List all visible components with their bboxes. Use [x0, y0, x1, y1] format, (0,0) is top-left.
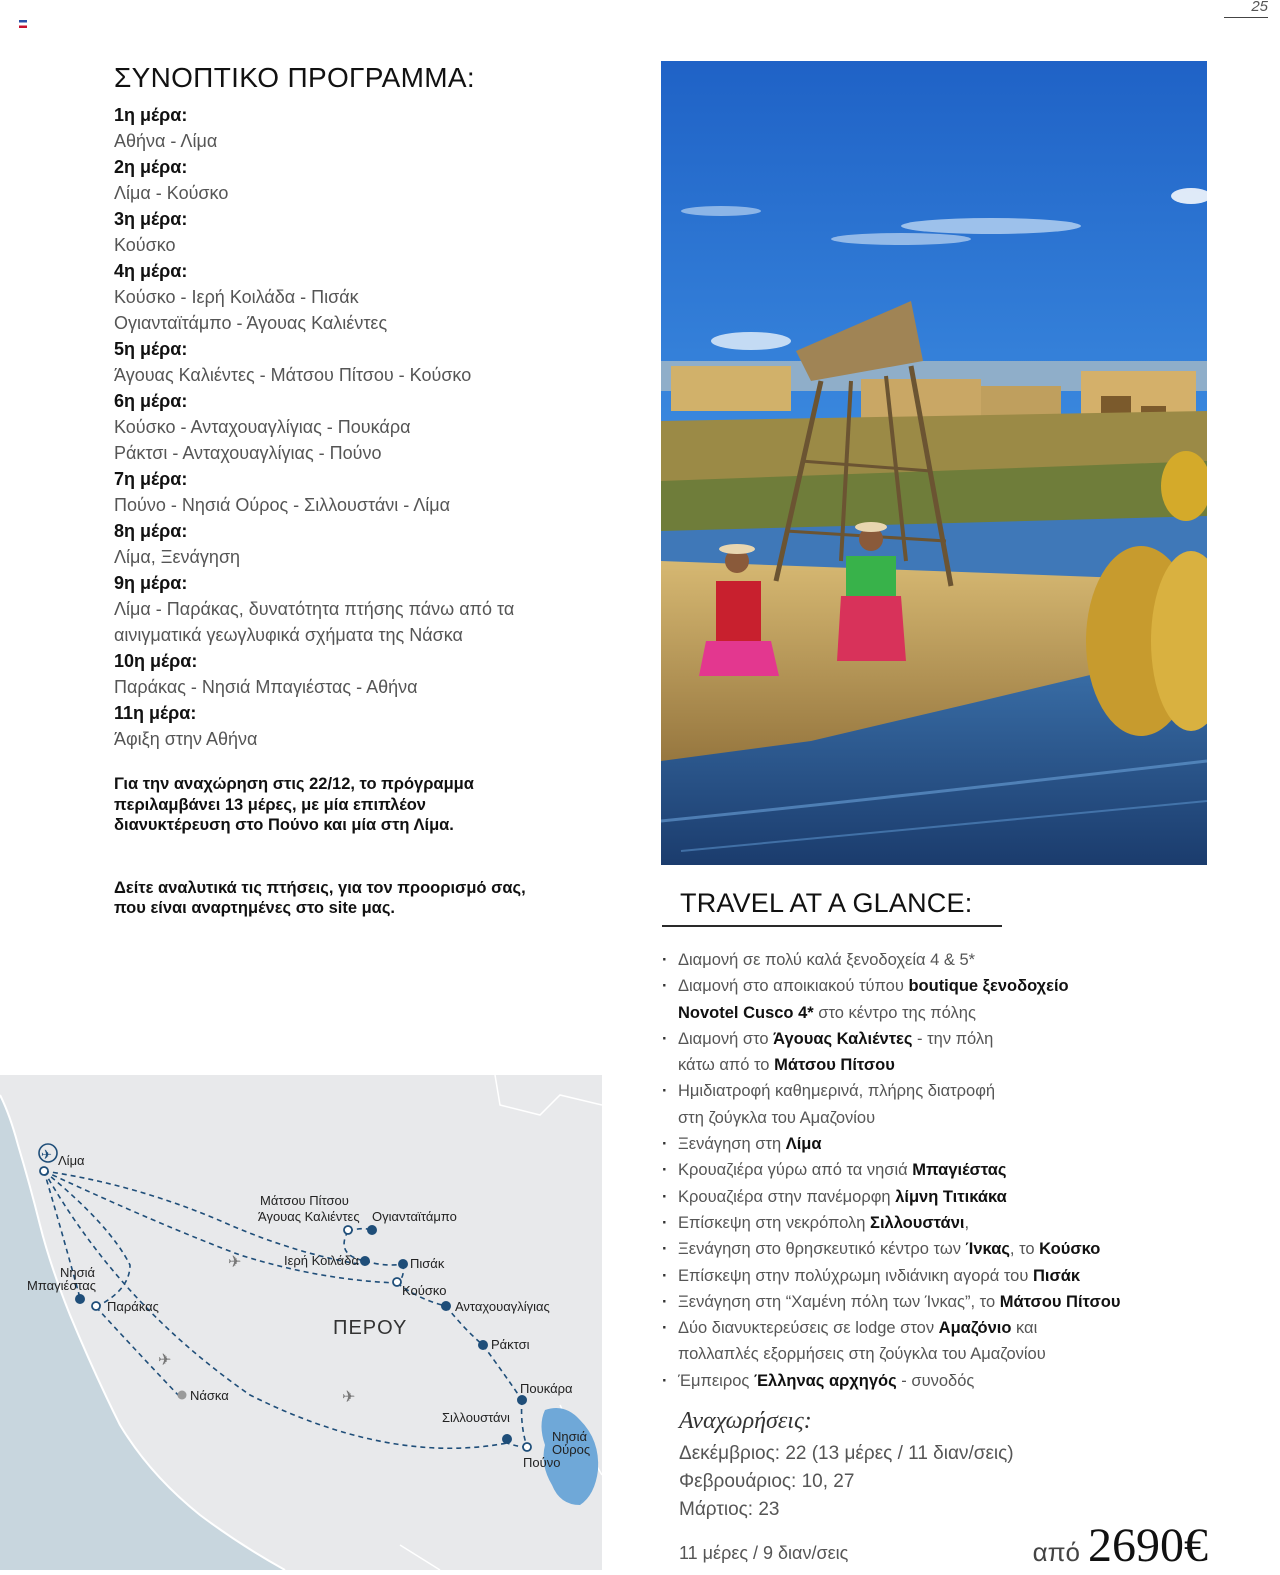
map-label-nasca: Νάσκα — [190, 1388, 229, 1403]
glance-item-text: Διαμονή στο αποικιακού τύπου — [678, 977, 909, 996]
map-label-pucara: Πουκάρα — [520, 1381, 573, 1396]
map-label-uros: Νησιά — [552, 1429, 588, 1444]
map-label-pisac: Πισάκ — [410, 1256, 445, 1271]
day-label: 10η μέρα: — [114, 651, 198, 671]
glance-item-highlight: Μπαγιέστας — [912, 1161, 1007, 1180]
day-label: 6η μέρα: — [114, 391, 188, 411]
glance-item-text: Διαμονή στο — [678, 1029, 774, 1048]
day-route: Λίμα - Παράκας, δυνατότητα πτήσης πάνω από τα — [114, 599, 515, 619]
departure-line: Μάρτιος: 23 — [679, 1499, 780, 1520]
glance-item-text: Ημιδιατροφή καθημερινά, πλήρης διατροφή — [678, 1082, 996, 1101]
day-route: Άγουας Καλιέντες - Μάτσου Πίτσου - Κούσκο — [114, 365, 472, 385]
day-route: Πούνο - Νησιά Ούρος - Σιλλουστάνι - Λίμα — [114, 495, 451, 515]
note-flights — [114, 878, 584, 919]
note-line: διανυκτέρευση στο Πούνο και μία στη Λίμα. — [114, 816, 454, 834]
glance-item-text: , το — [1009, 1240, 1040, 1259]
glance-item-text: πολλαπλές εξορμήσεις στη ζούγκλα του Αμαζονίου — [678, 1345, 1046, 1364]
map-label-puno: Πούνο — [523, 1455, 561, 1470]
glance-item — [660, 1263, 1220, 1289]
glance-item-highlight: Ίνκας — [965, 1240, 1010, 1259]
note-departure — [114, 774, 584, 836]
map-label-lima: Λίμα — [58, 1153, 85, 1168]
glance-item-highlight: Σιλλουστάνι — [870, 1213, 965, 1232]
day-label: 8η μέρα: — [114, 521, 188, 541]
glance-item — [660, 1236, 1220, 1262]
day-label: 5η μέρα: — [114, 339, 188, 359]
glance-item-text: Ξενάγηση στη — [678, 1135, 786, 1154]
map-label-sacred-valley: Ιερή Κοιλάδα — [284, 1253, 359, 1268]
glance-item-text: Διαμονή σε πολύ καλά ξενοδοχεία 4 & 5* — [678, 951, 976, 969]
glance-item-highlight: Αμαζόνιο — [938, 1319, 1012, 1338]
trip-duration: 11 μέρες / 9 διαν/σεις — [679, 1543, 849, 1563]
departures-title: Αναχωρήσεις: — [679, 1408, 812, 1434]
glance-item-text: Κρουαζιέρα γύρω από τα νησιά — [678, 1161, 913, 1180]
note-line: που είναι αναρτημένες στο site μας. — [114, 899, 395, 917]
glance-title: TRAVEL AT A GLANCE: — [680, 888, 973, 918]
glance-item-text: στο κέντρο της πόλης — [813, 1003, 976, 1022]
map-label-paracas: Παράκας — [107, 1299, 159, 1314]
glance-item — [660, 1105, 1220, 1131]
glance-item-text: - την πόλη — [912, 1029, 994, 1048]
glance-item-highlight: boutique ξενοδοχείο — [908, 977, 1069, 996]
map-label-raqchi: Ράκτσι — [491, 1337, 530, 1352]
map-label-andahuaylillas: Ανταχουαγλίγιας — [455, 1299, 550, 1314]
glance-item-highlight: Πισάκ — [1032, 1266, 1081, 1285]
svg-text:✈: ✈ — [158, 1352, 172, 1369]
map-label-machu-picchu: Μάτσου Πίτσου — [260, 1193, 349, 1208]
glance-item — [660, 1000, 1220, 1026]
map-label-country: ΠΕΡΟΥ — [333, 1317, 408, 1339]
glance-section — [660, 888, 1220, 1394]
map-label-ballestas: Μπαγιέστας — [27, 1278, 97, 1293]
map-label-aguas-calientes: Άγουας Καλιέντες — [258, 1209, 360, 1224]
price-from: από — [1032, 1537, 1080, 1567]
day-label: 4η μέρα: — [114, 261, 188, 281]
glance-item — [660, 1026, 1220, 1052]
day-route: αινιγματικά γεωγλυφικά σχήματα της Νάσκα — [114, 625, 463, 645]
glance-item — [660, 1210, 1220, 1236]
glance-item-text: και — [1011, 1319, 1038, 1338]
map-label-ollantaytambo: Ογιανταϊτάμπο — [372, 1209, 457, 1224]
day-label: 7η μέρα: — [114, 469, 188, 489]
glance-item — [660, 1131, 1220, 1157]
glance-item — [660, 1052, 1220, 1078]
glance-item-text: - συνοδός — [896, 1371, 975, 1390]
note-line: περιλαμβάνει 13 μέρες, με μία επιπλέον — [114, 795, 426, 814]
glance-item-text: , — [964, 1213, 970, 1232]
day-label: 11η μέρα: — [114, 703, 197, 723]
day-label: 2η μέρα: — [114, 157, 188, 177]
map-label-cusco: Κούσκο — [402, 1283, 447, 1298]
glance-item — [660, 1341, 1220, 1367]
flag-icon — [19, 20, 27, 28]
route-map — [0, 1075, 602, 1570]
svg-text:✈: ✈ — [342, 1389, 356, 1406]
map-label-sillustani: Σιλλουστάνι — [442, 1410, 510, 1425]
glance-item-text: Επίσκεψη στην πολύχρωμη ινδιάνικη αγορά του — [678, 1266, 1033, 1285]
note-line: Για την αναχώρηση στις 22/12, το πρόγραμμα — [114, 775, 474, 793]
day-label: 1η μέρα: — [114, 105, 188, 125]
glance-list — [660, 947, 1220, 1394]
glance-item-text: Ξενάγηση στο θρησκευτικό κέντρο των — [678, 1240, 966, 1259]
day-route: Κούσκο - Ανταχουαγλίγιας - Πουκάρα — [114, 417, 411, 437]
glance-item — [660, 1184, 1220, 1210]
glance-item — [660, 1315, 1220, 1341]
day-list — [114, 102, 584, 752]
day-route: Κούσκο - Ιερή Κοιλάδα - Πισάκ — [114, 287, 359, 307]
glance-divider — [662, 925, 1002, 927]
day-route: Παράκας - Νησιά Μπαγιέστας - Αθήνα — [114, 677, 418, 697]
day-route: Λίμα, Ξενάγηση — [114, 547, 241, 567]
day-label: 9η μέρα: — [114, 573, 188, 593]
glance-item — [660, 947, 1220, 973]
glance-item — [660, 1368, 1220, 1394]
day-route: Αθήνα - Λίμα — [114, 131, 218, 151]
glance-item-highlight: Μάτσου Πίτσου — [774, 1056, 895, 1075]
uros-island-photo — [661, 61, 1207, 865]
departure-line: Φεβρουάριος: 10, 27 — [679, 1471, 855, 1492]
glance-item-text: κάτω από το — [678, 1056, 775, 1075]
glance-item-highlight: Κούσκο — [1039, 1240, 1101, 1259]
glance-item-highlight: λίμνη Τιτικάκα — [895, 1187, 1007, 1206]
program-title: ΣΥΝΟΠΤΙΚΟ ΠΡΟΓΡΑΜΜΑ: — [114, 62, 475, 93]
glance-item — [660, 1289, 1220, 1315]
program-section — [114, 62, 584, 919]
glance-item — [660, 1157, 1220, 1183]
day-route: Ράκτσι - Ανταχουαγλίγιας - Πούνο — [114, 443, 382, 463]
glance-item-highlight: Μάτσου Πίτσου — [999, 1292, 1121, 1311]
glance-item-text: Ξενάγηση στη “Χαμένη πόλη των Ίνκας”, το — [678, 1292, 1000, 1311]
day-route: Ογιανταϊτάμπο - Άγουας Καλιέντες — [114, 313, 388, 333]
day-label: 3η μέρα: — [114, 209, 188, 229]
map-label-ballestas: Νησιά — [60, 1265, 96, 1280]
departure-line: Δεκέμβριος: 22 (13 μέρες / 11 διαν/σεις) — [679, 1443, 1014, 1464]
price-amount: 2690€ — [1088, 1519, 1208, 1572]
glance-item-text: στη ζούγκλα του Αμαζονίου — [678, 1108, 876, 1127]
note-line: Δείτε αναλυτικά τις πτήσεις, για τον προορισμό σας, — [114, 878, 526, 897]
day-route: Κούσκο — [114, 235, 176, 255]
day-route: Λίμα - Κούσκο — [114, 183, 229, 203]
glance-item-highlight: Λίμα — [785, 1135, 822, 1154]
glance-item — [660, 1078, 1220, 1104]
glance-item-text: Έμπειρος — [678, 1371, 754, 1390]
day-route: Άφιξη στην Αθήνα — [114, 729, 258, 749]
page-number: 25 — [1224, 0, 1268, 18]
map-label-uros: Ούρος — [552, 1442, 591, 1457]
glance-item — [660, 973, 1220, 999]
glance-item-highlight: Novotel Cusco 4* — [678, 1003, 814, 1022]
glance-item-highlight: Έλληνας αρχηγός — [753, 1371, 897, 1390]
glance-item-text: Κρουαζιέρα στην πανέμορφη — [678, 1187, 896, 1206]
svg-text:✈: ✈ — [228, 1254, 242, 1271]
price-box — [1033, 1518, 1208, 1573]
glance-item-text: Δύο διανυκτερεύσεις σε lodge στον — [678, 1319, 939, 1338]
svg-text:✈: ✈ — [41, 1147, 52, 1162]
glance-item-highlight: Άγουας Καλιέντες — [773, 1029, 913, 1048]
glance-item-text: Επίσκεψη στη νεκρόπολη — [678, 1213, 871, 1232]
